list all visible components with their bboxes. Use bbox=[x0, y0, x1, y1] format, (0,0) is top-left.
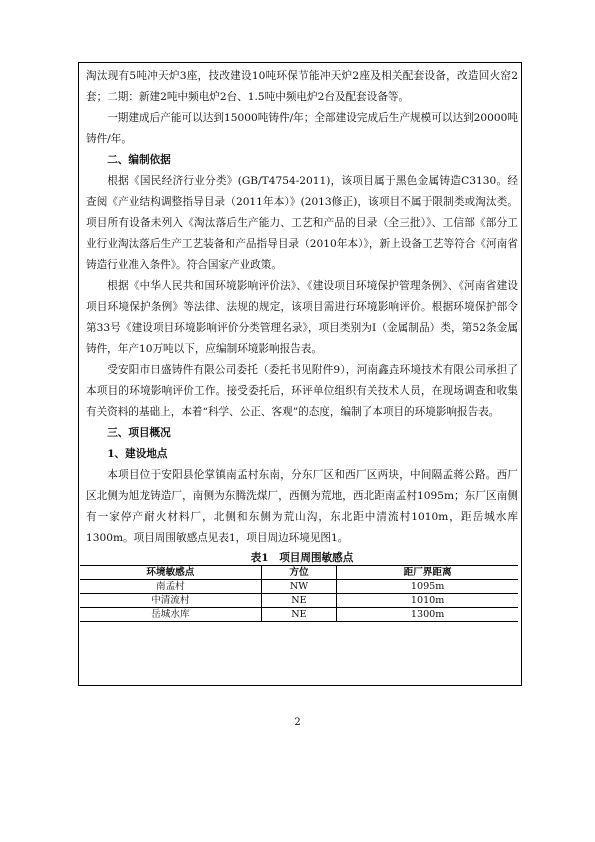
table-cell: 南孟村 bbox=[80, 580, 261, 594]
paragraph-industry-classification: 根据《国民经济行业分类》(GB/T4754-2011)，该项目属于黑色金属铸造C3130。经查阅《产业结构调整指导目录（2011年本）》(2013修正)，该项目不属于限制类或淘汰类。项目所有设备未列入《淘汰落后生产能力、工艺和产品的目录（全三批）》、工信部《部分工业行业淘汰落后生产工艺装备和产品指导目录（2010年本）》，新上设备工艺等符合《河南省铸造行业准入条件》。符合国家产业政策。 bbox=[86, 175, 518, 271]
column-header: 距厂界距离 bbox=[337, 566, 518, 580]
table-row bbox=[80, 580, 518, 594]
paragraph-phase-plan: 淘汰现有5吨冲天炉3座，技改建设10吨环保节能冲天炉2座及相关配套设备，改造回火窑2套；二期：新建2吨中频电炉2台、1.5吨中频电炉2台及配套设备等。 bbox=[86, 70, 518, 103]
table-cell: NE bbox=[261, 594, 336, 608]
paragraph-site-description: 本项目位于安阳县伦掌镇南孟村东南，分东厂区和西厂区两块，中间隔孟蒋公路。西厂区北侧为旭龙铸造厂，南侧为东腾洗煤厂，西侧为荒地，西北距南孟村1095m；东厂区南侧有一家停产耐火材料厂，北侧和东侧为荒山沟，东北距中清流村1010m，距岳城水库1300m。项目周围敏感点见表1，项目周边环境见图1。 bbox=[86, 469, 518, 544]
paragraph-legal-basis: 根据《中华人民共和国环境影响评价法》、《建设项目环境保护管理条例》、《河南省建设项目环境保护条例》等法律、法规的规定，该项目需进行环境影响评价。根据环境保护部令第33号《建设项目环境影响评价分类管理名录》，项目类别为Ⅰ（金属制品）类，第52条金属铸件，年产10万吨以下，应编制环境影响报告表。 bbox=[86, 280, 518, 355]
table-cell: 中清流村 bbox=[80, 594, 261, 608]
heading-compilation-basis: 二、编制依据 bbox=[107, 154, 171, 166]
table-cell: 1300m bbox=[337, 608, 518, 622]
column-header: 环境敏感点 bbox=[80, 566, 261, 580]
document-body bbox=[86, 66, 518, 622]
table-cell: 1095m bbox=[337, 580, 518, 594]
column-header: 方位 bbox=[261, 566, 336, 580]
table-cell: NE bbox=[261, 608, 336, 622]
table-row bbox=[80, 608, 518, 622]
table-row bbox=[80, 594, 518, 608]
paragraph-commission: 受安阳市日盛铸件有限公司委托（委托书见附件9），河南鑫垚环境技术有限公司承担了本项目的环境影响评价工作。接受委托后，环评单位组织有关技术人员，在现场调查和收集有关资料的基础上，本着“科学、公正、客观”的态度，编制了本项目的环境影响报告表。 bbox=[86, 364, 518, 418]
table-caption: 表1 项目周围敏感点 bbox=[250, 552, 354, 564]
sensitive-points-table bbox=[80, 565, 518, 622]
table-cell: NW bbox=[261, 580, 336, 594]
table-cell: 1010m bbox=[337, 594, 518, 608]
table-cell: 岳城水库 bbox=[80, 608, 261, 622]
paragraph-capacity: 一期建成后产能可以达到15000吨铸件/年；全部建设完成后生产规模可以达到20000吨铸件/年。 bbox=[86, 112, 518, 145]
heading-project-overview: 三、项目概况 bbox=[107, 427, 171, 439]
heading-construction-site: 1、建设地点 bbox=[107, 448, 168, 460]
table-header-row bbox=[80, 566, 518, 580]
page-number: 2 bbox=[294, 717, 301, 728]
